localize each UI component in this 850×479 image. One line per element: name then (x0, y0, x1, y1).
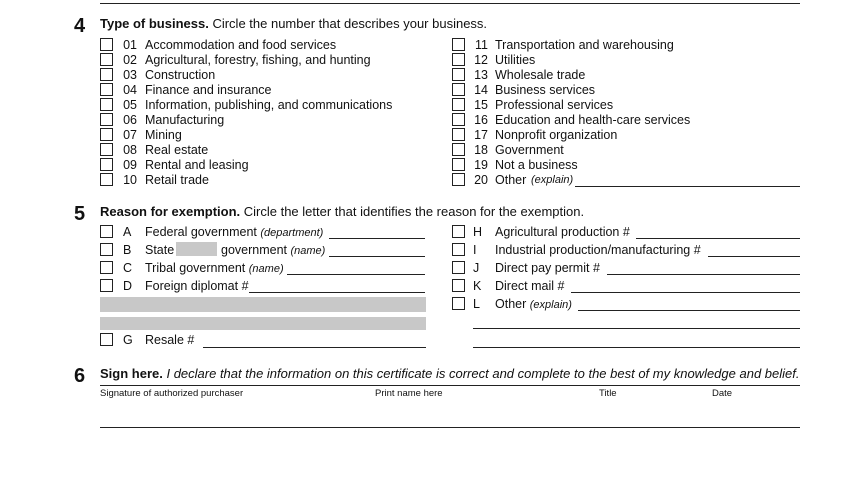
business-type-code-20: 20 (474, 173, 488, 187)
exemption-j-checkbox[interactable] (452, 261, 465, 274)
exemption-a-note: (department) (260, 227, 324, 239)
section-5-number: 5 (74, 203, 86, 225)
business-type-checkbox-17[interactable] (452, 128, 465, 141)
business-type-other-field[interactable] (575, 186, 800, 187)
business-type-label-17: Nonprofit organization (495, 128, 618, 142)
business-type-code-10: 10 (123, 173, 137, 187)
business-type-code-04: 04 (123, 83, 137, 97)
section-5-heading-text: Circle the letter that identifies the reason for the exemption. (240, 204, 585, 219)
business-type-checkbox-13[interactable] (452, 68, 465, 81)
exemption-c-checkbox[interactable] (100, 261, 113, 274)
exemption-b-checkbox[interactable] (100, 243, 113, 256)
business-type-code-16: 16 (474, 113, 488, 127)
section-6-declaration: I declare that the information on this certificate is correct and complete to the best of my knowledge and belief. (162, 366, 800, 381)
business-type-label-07: Mining (145, 128, 182, 142)
exemption-i-label: Industrial production/manufacturing # (495, 243, 701, 257)
section-4-heading-text: Circle the number that describes your business. (208, 16, 488, 31)
business-type-code-11: 11 (475, 38, 488, 52)
business-type-label-01: Accommodation and food services (145, 38, 337, 52)
exemption-g-label: Resale # (145, 333, 195, 347)
exemption-c-field[interactable] (287, 274, 425, 275)
exemption-d-letter: D (123, 279, 133, 293)
business-type-checkbox-01[interactable] (100, 38, 113, 51)
business-type-label-15: Professional services (495, 98, 614, 112)
business-type-label-18: Government (495, 143, 564, 157)
business-type-checkbox-09[interactable] (100, 158, 113, 171)
exemption-f-shaded-row (100, 317, 426, 330)
exemption-l-letter: L (473, 297, 480, 311)
exemption-j-label: Direct pay permit # (495, 261, 600, 275)
business-type-label-02: Agricultural, forestry, fishing, and hunting (145, 53, 371, 67)
business-type-checkbox-10[interactable] (100, 173, 113, 186)
business-type-code-07: 07 (123, 128, 137, 142)
business-type-label-14: Business services (495, 83, 596, 97)
business-type-checkbox-16[interactable] (452, 113, 465, 126)
exemption-l-field[interactable] (578, 310, 800, 311)
section-6-heading-bold: Sign here. (100, 366, 163, 381)
exemption-i-letter: I (473, 243, 477, 257)
exemption-g-checkbox[interactable] (100, 333, 113, 346)
exemption-b-field[interactable] (329, 256, 425, 257)
exemption-k-checkbox[interactable] (452, 279, 465, 292)
exemption-k-field[interactable] (571, 292, 800, 293)
exemption-a-field[interactable] (329, 238, 425, 239)
business-type-code-05: 05 (123, 98, 137, 112)
exemption-c-label (145, 261, 284, 276)
exemption-l-field-line-3[interactable] (473, 347, 800, 348)
business-type-code-14: 14 (474, 83, 488, 97)
date-column-label: Date (712, 388, 733, 399)
business-type-label-12: Utilities (495, 53, 536, 67)
business-type-code-08: 08 (123, 143, 137, 157)
business-type-label-20: Other (495, 173, 527, 187)
exemption-d-label: Foreign diplomat # (145, 279, 249, 293)
exemption-b-label (221, 243, 325, 258)
business-type-code-19: 19 (474, 158, 488, 172)
business-type-checkbox-12[interactable] (452, 53, 465, 66)
print-name-column-label: Print name here (375, 388, 443, 399)
business-type-code-02: 02 (123, 53, 137, 67)
business-type-label-09: Rental and leasing (145, 158, 249, 172)
business-type-checkbox-04[interactable] (100, 83, 113, 96)
business-type-checkbox-14[interactable] (452, 83, 465, 96)
business-type-other-note: (explain) (531, 174, 574, 186)
exemption-e-shaded-row (100, 297, 426, 312)
business-type-checkbox-15[interactable] (452, 98, 465, 111)
exemption-l-checkbox[interactable] (452, 297, 465, 310)
business-type-label-05: Information, publishing, and communications (145, 98, 393, 112)
business-type-code-12: 12 (474, 53, 488, 67)
exemption-b-note: (name) (290, 245, 326, 257)
business-type-checkbox-19[interactable] (452, 158, 465, 171)
exemption-a-text: Federal government (145, 225, 257, 239)
business-type-code-13: 13 (474, 68, 488, 82)
business-type-code-15: 15 (474, 98, 488, 112)
business-type-checkbox-20[interactable] (452, 173, 465, 186)
business-type-code-01: 01 (123, 38, 137, 52)
exemption-j-field[interactable] (607, 274, 800, 275)
exemption-h-field[interactable] (636, 238, 800, 239)
exemption-l-field-line-2[interactable] (473, 328, 800, 329)
business-type-checkbox-03[interactable] (100, 68, 113, 81)
exemption-c-text: Tribal government (145, 261, 246, 275)
exemption-l-note: (explain) (529, 299, 572, 311)
section-5-heading-bold: Reason for exemption. (100, 204, 241, 219)
exemption-d-field[interactable] (249, 292, 425, 293)
exemption-a-label (145, 225, 323, 240)
business-type-code-09: 09 (123, 158, 137, 172)
business-type-label-16: Education and health-care services (495, 113, 691, 127)
business-type-checkbox-18[interactable] (452, 143, 465, 156)
title-column-label: Title (599, 388, 617, 399)
business-type-checkbox-05[interactable] (100, 98, 113, 111)
section-6-heading (100, 366, 799, 381)
exemption-d-checkbox[interactable] (100, 279, 113, 292)
section-6-number: 6 (74, 365, 86, 387)
top-rule (100, 3, 800, 4)
business-type-checkbox-02[interactable] (100, 53, 113, 66)
exemption-l-text: Other (495, 297, 527, 311)
business-type-code-06: 06 (123, 113, 137, 127)
exemption-b-state-field[interactable] (176, 242, 217, 256)
business-type-checkbox-06[interactable] (100, 113, 113, 126)
exemption-k-label: Direct mail # (495, 279, 565, 293)
signature-line[interactable] (100, 427, 800, 428)
exemption-l-label (495, 297, 572, 312)
section-5-heading (100, 204, 584, 219)
exemption-c-note: (name) (248, 263, 284, 275)
section-4-number: 4 (74, 15, 86, 37)
exemption-h-letter: H (473, 225, 483, 239)
business-type-label-19: Not a business (495, 158, 578, 172)
business-type-label-10: Retail trade (145, 173, 209, 187)
exemption-j-letter: J (473, 261, 480, 275)
business-type-checkbox-08[interactable] (100, 143, 113, 156)
business-type-label-13: Wholesale trade (495, 68, 586, 82)
business-type-code-17: 17 (474, 128, 488, 142)
signature-column-label: Signature of authorized purchaser (100, 388, 244, 399)
business-type-label-06: Manufacturing (145, 113, 225, 127)
exemption-k-letter: K (473, 279, 482, 293)
exemption-b-letter: B (123, 243, 132, 257)
exemption-h-label: Agricultural production # (495, 225, 630, 239)
business-type-label-03: Construction (145, 68, 216, 82)
business-type-label-11: Transportation and warehousing (495, 38, 674, 52)
section-4-heading-bold: Type of business. (100, 16, 209, 31)
exemption-h-checkbox[interactable] (452, 225, 465, 238)
business-type-checkbox-07[interactable] (100, 128, 113, 141)
exemption-c-letter: C (123, 261, 133, 275)
business-type-label-04: Finance and insurance (145, 83, 272, 97)
business-type-label-08: Real estate (145, 143, 209, 157)
exemption-a-checkbox[interactable] (100, 225, 113, 238)
signature-top-rule (100, 385, 800, 386)
section-4-heading (100, 16, 487, 31)
business-type-checkbox-11[interactable] (452, 38, 465, 51)
exemption-i-field[interactable] (708, 256, 800, 257)
exemption-g-letter: G (123, 333, 133, 347)
business-type-code-03: 03 (123, 68, 137, 82)
exemption-i-checkbox[interactable] (452, 243, 465, 256)
exemption-g-field[interactable] (203, 347, 426, 348)
exemption-b-state-label: State (145, 243, 175, 257)
exemption-b-text: government (221, 243, 288, 257)
business-type-code-18: 18 (474, 143, 488, 157)
exemption-a-letter: A (123, 225, 132, 239)
